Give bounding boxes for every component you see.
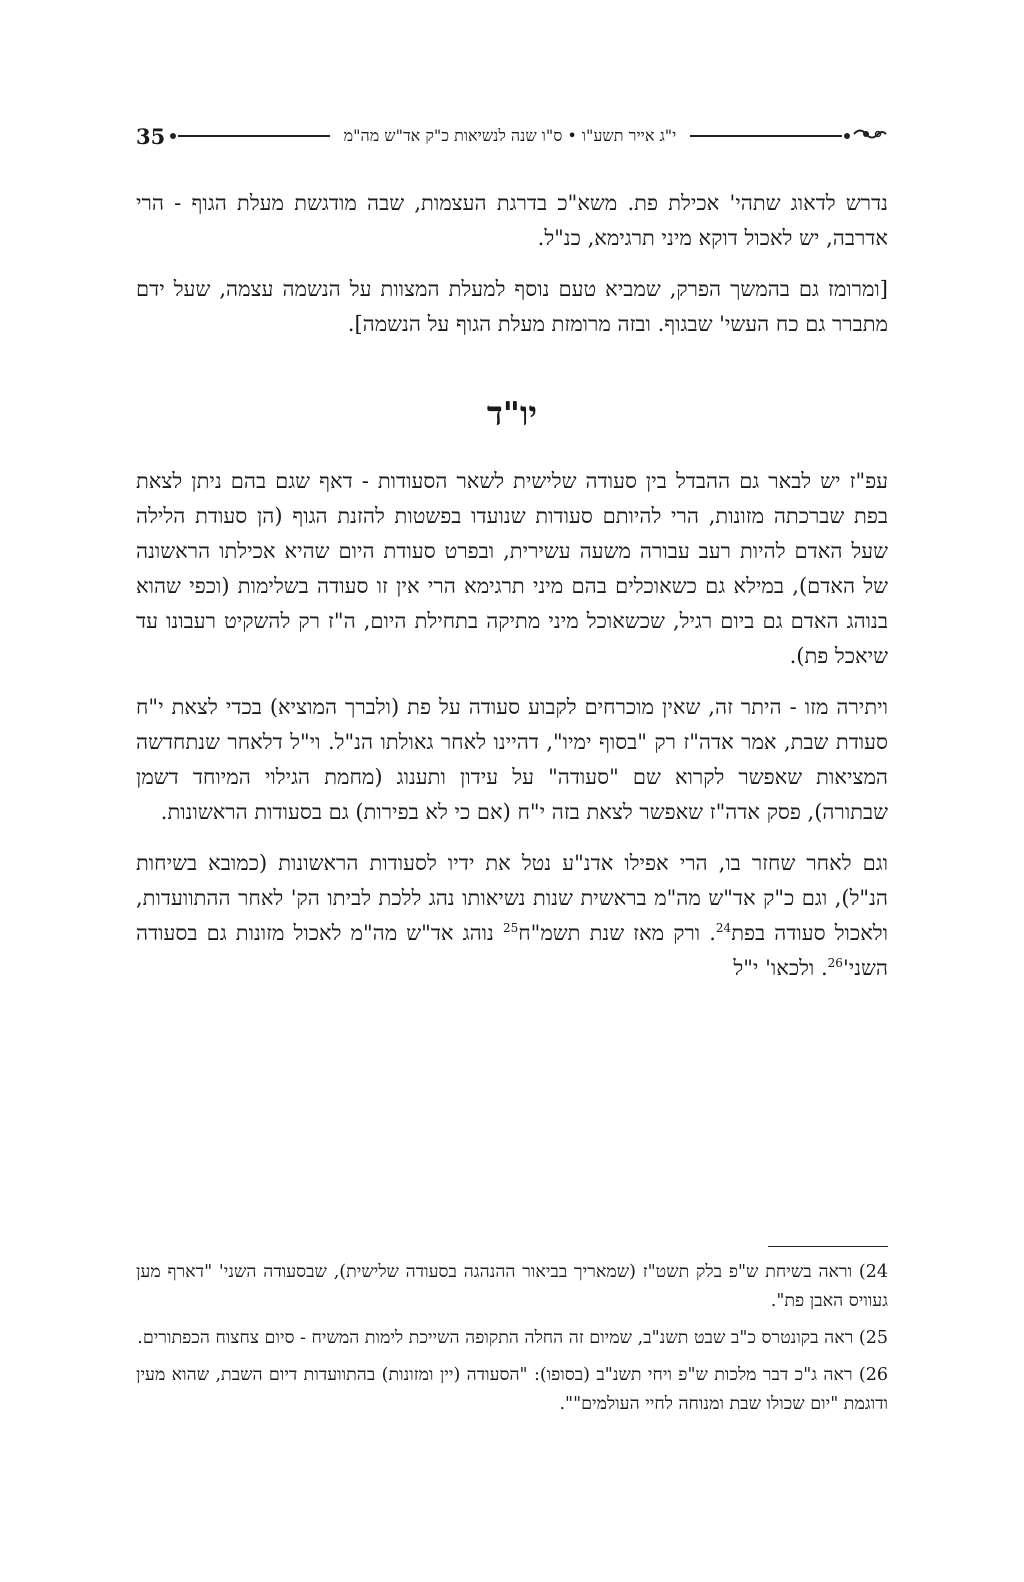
- running-title: י"ג אייר תשע"ו • ס"ו שנה לנשיאות כ"ק אד"ש מה"מ: [343, 126, 677, 145]
- footnote-ref[interactable]: 26: [827, 956, 843, 970]
- paragraph-text: נוהג אד"ש מה"מ לאכול מזונות גם בסעודה השני': [136, 921, 888, 980]
- paragraph: ויתירה מזו - היתר זה, שאין מוכרחים לקבוע סעודה על פת (ולברך המוציא) בכדי לצאת י"ח סעודת שבת, אמר אדה"ז רק "בסוף ימיו", דהיינו לאחר גאולתו הנ"ל. וי"ל דלאחר שנתחדשה המציאות שאפשר לקרוא שם "סעודה" על עידון ותענוג (מחמת הגילוי המיוחד דשמן שבתורה), פסק אדה"ז שאפשר לצאת בזה י"ח (אם כי לא בפירות) גם בסעודות הראשונות.: [136, 695, 888, 824]
- running-header: [136, 118, 888, 154]
- section-heading: יו"ד: [486, 394, 538, 433]
- header-rule-left: [178, 135, 330, 137]
- footnote-ref[interactable]: 25: [502, 921, 519, 935]
- paragraph: [ומרומז גם בהמשך הפרק, שמביא טעם נוסף למעלת המצוות על הנשמה עצמה, שעל ידם מתברר גם כח העשי' שבגוף. ובזה מרומזת מעלת הגוף על הנשמה].: [136, 277, 888, 336]
- header-rule-right: [690, 135, 842, 137]
- footnote-ref[interactable]: 24: [715, 921, 732, 935]
- paragraph-text: וגם לאחר שחזר בו, הרי אפילו אדנ"ע נטל את ידיו לסעודות הראשונות (כמובא בשיחות הנ"ל), וגם כ"ק אד"ש מה"מ בראשית שנות נשיאותו נהג ללכת לביתו הק' לאחר ההתוועדות, ולאכול סעודה בפת: [136, 851, 888, 945]
- paragraph-text: . ולכאו' י"ל: [733, 956, 828, 980]
- footnote: 25) ראה בקונטרס כ"ב שבט תשנ"ב, שמיום זה החלה התקופה השייכת לימות המשיח - סיום צחצוח הכפתורים.: [137, 1328, 888, 1348]
- footnote: 24) וראה בשיחת ש"פ בלק תשט"ז (שמאריך בביאור ההנהגה בסעודה שלישית), שבסעודה השני' "דארף מען געוויס האבן פת".: [136, 1262, 888, 1311]
- footnotes: [136, 1258, 888, 1427]
- paragraph: [136, 846, 888, 986]
- page-number: 35: [136, 123, 166, 149]
- paragraph: נדרש לדאוג שתהי' אכילת פת. משא"כ בדרגת העצמות, שבה מודגשת מעלת הגוף - הרי אדרבה, יש לאכול דוקא מיני תרגימא, כנ"ל.: [136, 191, 888, 250]
- paragraph-text: . ורק מאז שנת תשמ"ח: [518, 921, 716, 945]
- paragraph: עפ"ז יש לבאר גם ההבדל בין סעודה שלישית לשאר הסעודות - דאף שגם בהם ניתן לצאת בפת שברכתה מזונות, הרי להיותם סעודות שנועדו בפשטות להזנת הגוף (הן סעודת הלילה שעל האדם להיות רעב עבורה משעה עשירית, ובפרט סעודת היום שהיא אכילתו הראשונה של האדם), במילא גם כשאוכלים בהם מיני תרגימא הרי אין זו סעודה בשלימות (וכפי שהוא בנוהג האדם גם ביום רגיל, שכשאוכל מיני מתיקה בתחילת היום, ה"ז רק להשקיט רעבונו עד שיאכל פת).: [136, 469, 888, 668]
- footnote: 26) ראה ג"כ דבר מלכות ש"פ ויחי תשנ"ב (בסופו): "הסעודה (יין ומזונות) בהתוועדות דיום השבת, שהוא מעין ודוגמת "יום שכולו שבת ומנוחה לחיי העולמים"".: [136, 1365, 888, 1414]
- main-text: [136, 186, 888, 1002]
- floral-ornament-icon: [848, 124, 888, 148]
- footnote-divider: [768, 1246, 888, 1247]
